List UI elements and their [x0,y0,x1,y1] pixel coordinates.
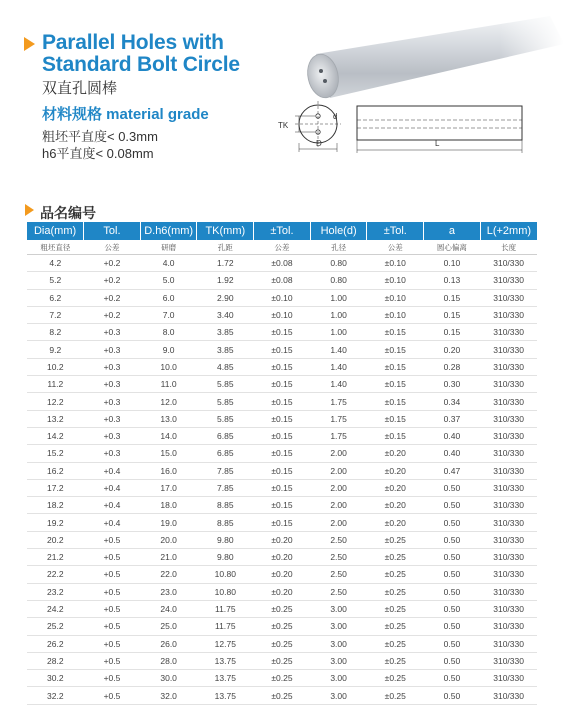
table-cell: 1.00 [310,306,367,323]
table-cell: +0.5 [84,600,141,617]
table-cell: ±0.15 [254,393,311,410]
table-cell: 8.2 [27,324,84,341]
table-cell: 0.50 [424,687,481,704]
table-cell: 0.50 [424,670,481,687]
table-cell: ±0.15 [254,462,311,479]
section-bullet-icon [25,204,34,216]
page-title-cn: 双直孔圆棒 [42,80,118,97]
table-cell: 310/330 [480,272,537,289]
table-cell: +0.5 [84,549,141,566]
table-cell: 310/330 [480,445,537,462]
table-cell: ±0.20 [367,479,424,496]
column-header: Tol. [84,222,141,240]
table-cell: ±0.20 [254,549,311,566]
column-subheader: 孔距 [197,240,254,255]
table-cell: 8.85 [197,514,254,531]
table-cell: ±0.10 [367,306,424,323]
table-cell: 9.0 [140,341,197,358]
table-cell: 0.40 [424,445,481,462]
dim-label-diameter: D [316,139,322,148]
table-cell: ±0.15 [254,445,311,462]
table-cell: 7.0 [140,306,197,323]
table-cell: 4.2 [27,255,84,272]
table-cell: ±0.20 [367,462,424,479]
dim-label-length: L [435,139,440,148]
table-cell: ±0.15 [367,324,424,341]
table-cell: 0.50 [424,479,481,496]
table-cell: 310/330 [480,393,537,410]
table-cell: ±0.15 [254,497,311,514]
table-cell: ±0.20 [367,445,424,462]
column-header: L(+2mm) [480,222,537,240]
table-cell: ±0.20 [367,514,424,531]
table-cell: 310/330 [480,289,537,306]
table-cell: 7.2 [27,306,84,323]
table-cell: 3.40 [197,306,254,323]
table-cell: +0.3 [84,427,141,444]
table-cell: 0.50 [424,514,481,531]
table-cell: ±0.15 [254,358,311,375]
table-cell: +0.3 [84,376,141,393]
table-cell: ±0.15 [254,479,311,496]
table-cell: 18.0 [140,497,197,514]
column-header: a [424,222,481,240]
table-cell: 3.00 [310,652,367,669]
table-cell: 0.30 [424,376,481,393]
table-cell: 28.2 [27,652,84,669]
table-cell: 310/330 [480,497,537,514]
table-cell: 22.0 [140,566,197,583]
table-cell: +0.3 [84,445,141,462]
technical-drawing [275,98,535,160]
table-cell: 0.15 [424,324,481,341]
table-cell: 14.0 [140,427,197,444]
table-cell: 16.2 [27,462,84,479]
table-cell: +0.3 [84,410,141,427]
table-cell: 2.50 [310,549,367,566]
table-cell: 21.0 [140,549,197,566]
table-cell: 10.80 [197,583,254,600]
table-cell: +0.5 [84,670,141,687]
table-cell: ±0.25 [254,687,311,704]
table-cell: 32.2 [27,687,84,704]
table-cell: ±0.15 [367,393,424,410]
table-row [27,635,537,652]
table-cell: 8.85 [197,497,254,514]
table-cell: 310/330 [480,531,537,548]
table-cell: 310/330 [480,462,537,479]
table-cell: 8.0 [140,324,197,341]
table-cell: 13.75 [197,670,254,687]
table-cell: 15.2 [27,445,84,462]
table-row [27,549,537,566]
table-cell: +0.3 [84,324,141,341]
table-cell: ±0.25 [367,687,424,704]
table-cell: +0.4 [84,514,141,531]
table-cell: 1.00 [310,289,367,306]
table-row [27,427,537,444]
table-cell: 2.50 [310,583,367,600]
table-cell: 22.2 [27,566,84,583]
table-cell: 0.37 [424,410,481,427]
table-cell: ±0.25 [254,635,311,652]
table-cell: 1.72 [197,255,254,272]
table-cell: +0.5 [84,566,141,583]
table-cell: 11.75 [197,618,254,635]
table-row [27,445,537,462]
table-cell: ±0.25 [367,618,424,635]
table-cell: +0.5 [84,687,141,704]
table-row [27,479,537,496]
table-cell: 2.90 [197,289,254,306]
table-cell: 6.85 [197,427,254,444]
table-cell: 1.75 [310,393,367,410]
table-cell: ±0.20 [254,583,311,600]
spec-h6-straightness: h6平直度< 0.08mm [42,146,154,161]
material-grade-heading: 材料规格 material grade [42,106,209,123]
table-row [27,272,537,289]
page-title-line-2: Standard Bolt Circle [42,53,240,76]
table-cell: ±0.25 [367,670,424,687]
table-cell: 21.2 [27,549,84,566]
table-cell: 20.2 [27,531,84,548]
table-cell: ±0.10 [254,289,311,306]
dim-label-hole-d: d [333,112,338,121]
table-cell: ±0.25 [367,549,424,566]
table-cell: 16.0 [140,462,197,479]
table-cell: 0.50 [424,549,481,566]
table-cell: 310/330 [480,341,537,358]
table-cell: 0.50 [424,497,481,514]
table-cell: ±0.25 [254,652,311,669]
table-cell: 2.50 [310,566,367,583]
table-cell: 11.2 [27,376,84,393]
table-cell: 0.50 [424,531,481,548]
table-row [27,341,537,358]
table-cell: +0.2 [84,255,141,272]
table-cell: ±0.10 [367,272,424,289]
table-cell: 1.40 [310,341,367,358]
table-cell: ±0.08 [254,255,311,272]
table-cell: 5.85 [197,410,254,427]
table-cell: ±0.20 [254,566,311,583]
table-cell: 30.2 [27,670,84,687]
table-cell: 310/330 [480,652,537,669]
column-subheader: 公差 [367,240,424,255]
table-cell: +0.3 [84,358,141,375]
table-cell: ±0.25 [367,600,424,617]
table-cell: 7.85 [197,479,254,496]
table-cell: 310/330 [480,583,537,600]
table-cell: 7.85 [197,462,254,479]
table-cell: +0.2 [84,289,141,306]
table-cell: 310/330 [480,410,537,427]
table-cell: 26.0 [140,635,197,652]
table-cell: 2.00 [310,497,367,514]
table-cell: 10.0 [140,358,197,375]
column-header: D.h6(mm) [140,222,197,240]
table-cell: +0.2 [84,306,141,323]
table-cell: 310/330 [480,687,537,704]
table-cell: 0.40 [424,427,481,444]
spec-table [27,222,537,705]
table-cell: 2.00 [310,479,367,496]
table-cell: 1.40 [310,376,367,393]
table-cell: 0.50 [424,652,481,669]
table-cell: 310/330 [480,255,537,272]
table-cell: ±0.15 [254,324,311,341]
table-cell: 2.50 [310,531,367,548]
table-cell: 1.75 [310,427,367,444]
table-cell: 0.10 [424,255,481,272]
table-cell: ±0.15 [254,341,311,358]
table-cell: 0.15 [424,289,481,306]
table-cell: 13.2 [27,410,84,427]
table-cell: 0.80 [310,255,367,272]
table-cell: ±0.25 [254,600,311,617]
table-cell: 3.00 [310,670,367,687]
table-cell: 13.75 [197,652,254,669]
table-cell: +0.5 [84,635,141,652]
table-cell: 12.0 [140,393,197,410]
table-cell: 13.0 [140,410,197,427]
table-cell: 310/330 [480,376,537,393]
table-cell: ±0.25 [367,583,424,600]
table-cell: +0.4 [84,479,141,496]
table-cell: 5.0 [140,272,197,289]
table-cell: ±0.20 [367,497,424,514]
table-cell: 6.0 [140,289,197,306]
table-cell: ±0.25 [367,635,424,652]
table-cell: 30.0 [140,670,197,687]
table-cell: 3.00 [310,600,367,617]
table-cell: 310/330 [480,479,537,496]
table-cell: ±0.15 [367,410,424,427]
table-cell: ±0.08 [254,272,311,289]
table-cell: 1.40 [310,358,367,375]
table-row [27,514,537,531]
table-row [27,618,537,635]
table-cell: 11.75 [197,600,254,617]
table-cell: ±0.15 [367,358,424,375]
table-row [27,583,537,600]
table-cell: 0.50 [424,583,481,600]
table-cell: 19.2 [27,514,84,531]
table-cell: 6.85 [197,445,254,462]
table-row [27,324,537,341]
table-cell: 310/330 [480,566,537,583]
table-cell: 9.80 [197,531,254,548]
table-cell: ±0.10 [367,255,424,272]
table-cell: +0.4 [84,497,141,514]
table-cell: ±0.15 [254,410,311,427]
table-cell: 24.0 [140,600,197,617]
table-cell: 0.80 [310,272,367,289]
table-row [27,462,537,479]
table-cell: 4.0 [140,255,197,272]
column-header: Dia(mm) [27,222,84,240]
column-header: TK(mm) [197,222,254,240]
table-cell: ±0.25 [254,670,311,687]
table-row [27,393,537,410]
dim-label-tk: TK [278,121,289,130]
column-subheader: 圆心偏离 [424,240,481,255]
table-cell: ±0.25 [254,618,311,635]
table-row [27,566,537,583]
table-cell: 23.0 [140,583,197,600]
table-cell: 3.85 [197,324,254,341]
table-cell: ±0.20 [254,531,311,548]
table-cell: 32.0 [140,687,197,704]
table-cell: 12.2 [27,393,84,410]
table-row [27,410,537,427]
table-cell: 0.28 [424,358,481,375]
page-title-line-1: Parallel Holes with [42,31,224,54]
table-cell: 23.2 [27,583,84,600]
table-row [27,306,537,323]
table-cell: +0.5 [84,652,141,669]
table-cell: ±0.25 [367,531,424,548]
table-row [27,358,537,375]
table-cell: +0.5 [84,583,141,600]
table-cell: 9.2 [27,341,84,358]
table-cell: ±0.15 [367,427,424,444]
table-cell: 13.75 [197,687,254,704]
table-cell: ±0.10 [254,306,311,323]
table-cell: 3.00 [310,687,367,704]
table-cell: 10.80 [197,566,254,583]
table-cell: 28.0 [140,652,197,669]
table-row [27,497,537,514]
spec-rough-straightness: 粗坯平直度< 0.3mm [42,129,158,144]
table-cell: 3.85 [197,341,254,358]
table-cell: +0.3 [84,341,141,358]
table-cell: 1.00 [310,324,367,341]
section-title: 品名编号 [40,205,96,221]
table-cell: 310/330 [480,618,537,635]
column-subheader: 粗坯直径 [27,240,84,255]
table-cell: 19.0 [140,514,197,531]
table-cell: 5.2 [27,272,84,289]
table-row [27,600,537,617]
column-header: ±Tol. [254,222,311,240]
table-cell: 310/330 [480,635,537,652]
table-cell: 0.20 [424,341,481,358]
table-cell: 4.85 [197,358,254,375]
table-cell: ±0.25 [367,566,424,583]
table-cell: ±0.15 [254,376,311,393]
table-cell: 10.2 [27,358,84,375]
table-cell: 0.15 [424,306,481,323]
column-header: ±Tol. [367,222,424,240]
table-cell: ±0.15 [254,427,311,444]
table-cell: +0.5 [84,531,141,548]
table-row [27,531,537,548]
table-cell: +0.5 [84,618,141,635]
table-cell: 9.80 [197,549,254,566]
table-cell: 310/330 [480,427,537,444]
table-cell: 25.0 [140,618,197,635]
table-subheader-row [27,240,537,255]
table-cell: 26.2 [27,635,84,652]
table-cell: 25.2 [27,618,84,635]
table-header-row [27,222,537,240]
table-cell: 0.50 [424,566,481,583]
table-row [27,670,537,687]
table-cell: 310/330 [480,549,537,566]
table-cell: 2.00 [310,514,367,531]
table-cell: ±0.10 [367,289,424,306]
table-cell: 3.00 [310,618,367,635]
table-row [27,652,537,669]
table-cell: +0.2 [84,272,141,289]
table-cell: 310/330 [480,514,537,531]
column-subheader: 公差 [254,240,311,255]
table-cell: ±0.15 [367,376,424,393]
column-header: Hole(d) [310,222,367,240]
table-cell: 5.85 [197,393,254,410]
table-cell: 14.2 [27,427,84,444]
table-cell: 3.00 [310,635,367,652]
table-cell: 17.2 [27,479,84,496]
table-cell: ±0.15 [254,514,311,531]
table-cell: 2.00 [310,462,367,479]
table-cell: 24.2 [27,600,84,617]
table-cell: 1.75 [310,410,367,427]
column-subheader: 孔径 [310,240,367,255]
carbide-rod-image [300,14,564,104]
column-subheader: 研磨 [140,240,197,255]
title-bullet-icon [24,37,35,51]
table-cell: 0.34 [424,393,481,410]
table-cell: +0.4 [84,462,141,479]
column-subheader: 公差 [84,240,141,255]
table-cell: 17.0 [140,479,197,496]
column-subheader: 长度 [480,240,537,255]
table-cell: 12.75 [197,635,254,652]
table-cell: 15.0 [140,445,197,462]
table-cell: +0.3 [84,393,141,410]
table-cell: 11.0 [140,376,197,393]
table-cell: 5.85 [197,376,254,393]
table-cell: 0.13 [424,272,481,289]
table-cell: 20.0 [140,531,197,548]
table-row [27,289,537,306]
table-cell: 310/330 [480,670,537,687]
table-cell: 1.92 [197,272,254,289]
table-cell: 6.2 [27,289,84,306]
table-cell: 310/330 [480,600,537,617]
table-cell: 0.50 [424,635,481,652]
table-cell: 0.50 [424,600,481,617]
table-cell: 18.2 [27,497,84,514]
table-cell: 2.00 [310,445,367,462]
table-cell: 310/330 [480,306,537,323]
table-cell: ±0.25 [367,652,424,669]
table-cell: 0.50 [424,618,481,635]
table-cell: ±0.15 [367,341,424,358]
table-row [27,687,537,704]
table-row [27,376,537,393]
table-cell: 310/330 [480,324,537,341]
table-cell: 310/330 [480,358,537,375]
table-cell: 0.47 [424,462,481,479]
table-row [27,255,537,272]
